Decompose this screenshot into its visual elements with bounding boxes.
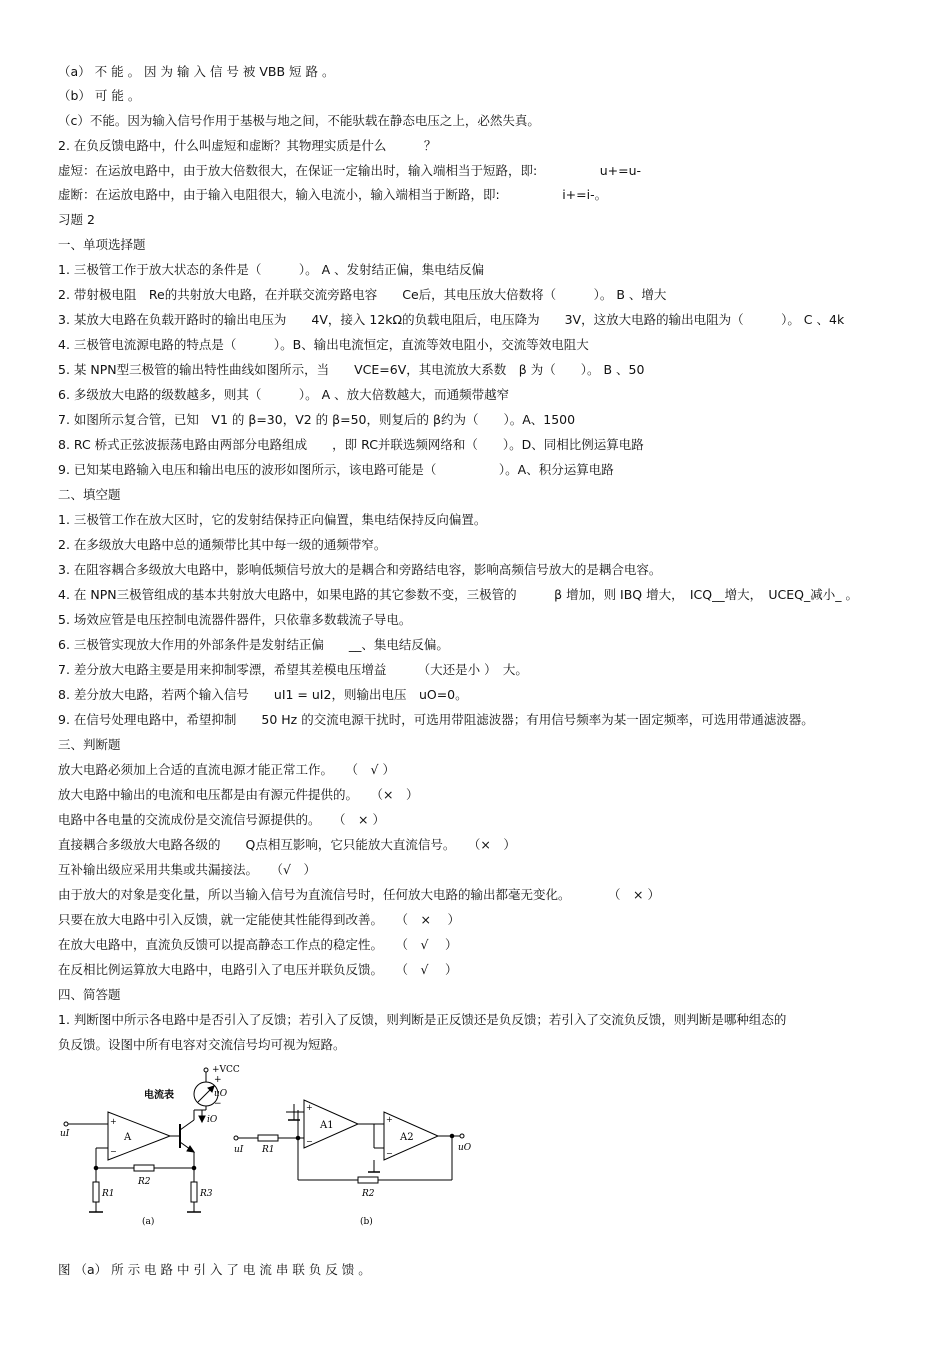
text-line: 2. 带射极电阻 Re的共射放大电路，在并联交流旁路电容 Ce后，其电压放大倍数将（ ）。 B 、增大 <box>58 287 667 302</box>
text-line: 1. 三极管工作于放大状态的条件是（ ）。 A 、发射结正偏，集电结反偏 <box>58 262 485 277</box>
label-amp-a: A <box>124 1132 132 1143</box>
text-line: 三、判断题 <box>58 737 121 752</box>
label-r1-b: R1 <box>262 1145 275 1155</box>
caption-a: (a) <box>142 1217 155 1227</box>
label-r1-a: R1 <box>102 1189 115 1199</box>
text-line: 7. 如图所示复合管，已知 V1 的 β=30，V2 的 β=50，则复后的 β约为（ ）。A、1500 <box>58 412 576 427</box>
text-line: （a） 不 能 。 因 为 输 入 信 号 被 VBB 短 路 。 <box>58 64 335 79</box>
label-minus-a2: − <box>386 1149 393 1158</box>
text-line: 3. 某放大电路在负载开路时的输出电压为 4V，接入 12kΩ的负载电阻后，电压降为 3V，这放大电路的输出电阻为（ ）。 C 、4k <box>58 312 845 327</box>
label-uo-a: uO <box>214 1089 228 1099</box>
text-line: 负反馈。设图中所有电容对交流信号均可视为短路。 <box>58 1037 346 1052</box>
text-line: 5. 某 NPN型三极管的输出特性曲线如图所示，当 VCE=6V，其电流放大系数 β 为（ ）。 B 、50 <box>58 362 645 377</box>
text-line: 在放大电路中，直流负反馈可以提高静态工作点的稳定性。 （ √ ） <box>58 937 458 952</box>
label-uo-b: uO <box>458 1143 472 1153</box>
text-line: 3. 在阻容耦合多级放大电路中，影响低频信号放大的是耦合和旁路结电容，影响高频信号放大的是耦合电容。 <box>58 562 662 577</box>
text-line: 虚断：在运放电路中，由于输入电阻很大，输入电流小，输入端相当于断路，即: i+=i-。 <box>58 187 608 202</box>
label-ui-b: uI <box>234 1145 244 1155</box>
label-a2: A2 <box>400 1132 414 1143</box>
label-plus-a1: + <box>306 1103 313 1112</box>
text-line: 9. 在信号处理电路中，希望抑制 50 Hz 的交流电源干扰时，可选用带阻滤波器；有用信号频率为某一固定频率，可选用带通滤波器。 <box>58 712 814 727</box>
text-line: （c）不能。因为输入信号作用于基极与地之间，不能驮载在静态电压之上，必然失真。 <box>58 113 540 128</box>
text-line: 6. 多级放大电路的级数越多，则其（ ）。 A 、放大倍数越大，而通频带越窄 <box>58 387 510 402</box>
text-line: 4. 三极管电流源电路的特点是（ ）。B、输出电流恒定，直流等效电阻小，交流等效电阻大 <box>58 337 589 352</box>
label-r2-a: R2 <box>138 1177 151 1187</box>
text-line: 8. RC 桥式正弦波振荡电路由两部分电路组成 ，即 RC并联选频网络和（ ）。D、同相比例运算电路 <box>58 437 644 452</box>
label-minus: − <box>214 1099 222 1109</box>
text-line: 1. 判断图中所示各电路中是否引入了反馈；若引入了反馈，则判断是正反馈还是负反馈；若引入了交流负反馈，则判断是哪种组态的 <box>58 1012 787 1027</box>
text-line: 1. 三极管工作在放大区时，它的发射结保持正向偏置，集电结保持反向偏置。 <box>58 512 487 527</box>
label-io: iO <box>207 1115 218 1125</box>
label-ammeter: 电流表 <box>144 1090 174 1101</box>
text-line: 直接耦合多级放大电路各级的 Q点相互影响，它只能放大直流信号。 （× ） <box>58 837 516 852</box>
label-plus-a2: + <box>386 1115 393 1124</box>
text-line: 在反相比例运算放大电路中，电路引入了电压并联负反馈。 （ √ ） <box>58 962 458 977</box>
text-line: 8. 差分放大电路，若两个输入信号 uI1 = uI2，则输出电压 uO=0。 <box>58 687 468 702</box>
circuit-a <box>64 1068 218 1212</box>
label-plus-a: + <box>110 1117 117 1126</box>
text-line: 虚短：在运放电路中，由于放大倍数很大，在保证一定输出时，输入端相当于短路，即: u+=u- <box>58 163 642 178</box>
text-line: 5. 场效应管是电压控制电流器件器件，只依靠多数载流子导电。 <box>58 612 412 627</box>
text-line: 二、填空题 <box>58 487 121 502</box>
text-line: 放大电路必须加上合适的直流电源才能正常工作。 （ √ ） <box>58 762 395 777</box>
text-line: 4. 在 NPN三极管组成的基本共射放大电路中，如果电路的其它参数不变，三极管的 β 增加，则 IBQ 增大， ICQ__增大， UCEQ_减小_ 。 <box>58 587 858 602</box>
label-r3-a: R3 <box>200 1189 213 1199</box>
text-line: 一、单项选择题 <box>58 237 146 252</box>
text-line: 四、简答题 <box>58 987 121 1002</box>
circuit-figure <box>58 1060 498 1240</box>
text-line: 2. 在多级放大电路中总的通频带比其中每一级的通频带窄。 <box>58 537 387 552</box>
label-ui-a: uI <box>60 1129 70 1139</box>
text-line: 9. 已知某电路输入电压和输出电压的波形如图所示，该电路可能是（ ）。A、积分运算电路 <box>58 462 614 477</box>
text-line: 放大电路中输出的电流和电压都是由有源元件提供的。 （× ） <box>58 787 419 802</box>
opamp-a <box>108 1112 170 1160</box>
label-minus-a1: − <box>306 1137 313 1146</box>
text-line: 6. 三极管实现放大作用的外部条件是发射结正偏 __、集电结反偏。 <box>58 637 449 652</box>
text-line: 电路中各电量的交流成份是交流信号源提供的。 （ × ） <box>58 812 385 827</box>
circuit-b <box>234 1100 464 1183</box>
circuit-diagram <box>58 1060 498 1240</box>
caption-b: (b) <box>360 1217 373 1227</box>
label-minus-a: − <box>110 1147 117 1156</box>
text-line: 7. 差分放大电路主要是用来抑制零漂，希望其差模电压增益 （大还是小 ） 大。 <box>58 662 528 677</box>
label-plus: + <box>214 1075 222 1085</box>
text-line: 2. 在负反馈电路中，什么叫虚短和虚断？其物理实质是什么 ？ <box>58 138 437 153</box>
text-line: （b） 可 能 。 <box>58 88 141 103</box>
text-line: 由于放大的对象是变化量，所以当输入信号为直流信号时，任何放大电路的输出都毫无变化。 （ × ） <box>58 887 660 902</box>
text-line: 只要在放大电路中引入反馈，就一定能使其性能得到改善。 （ × ） <box>58 912 460 927</box>
label-r2-b: R2 <box>362 1189 375 1199</box>
text-line: 习题 2 <box>58 212 95 227</box>
label-a1: A1 <box>320 1120 334 1131</box>
answer-text: 图 （a） 所 示 电 路 中 引 入 了 电 流 串 联 负 反 馈 。 <box>58 1262 371 1277</box>
text-line: 互补输出级应采用共集或共漏接法。 （√ ） <box>58 862 316 877</box>
label-vcc: +VCC <box>212 1065 240 1075</box>
